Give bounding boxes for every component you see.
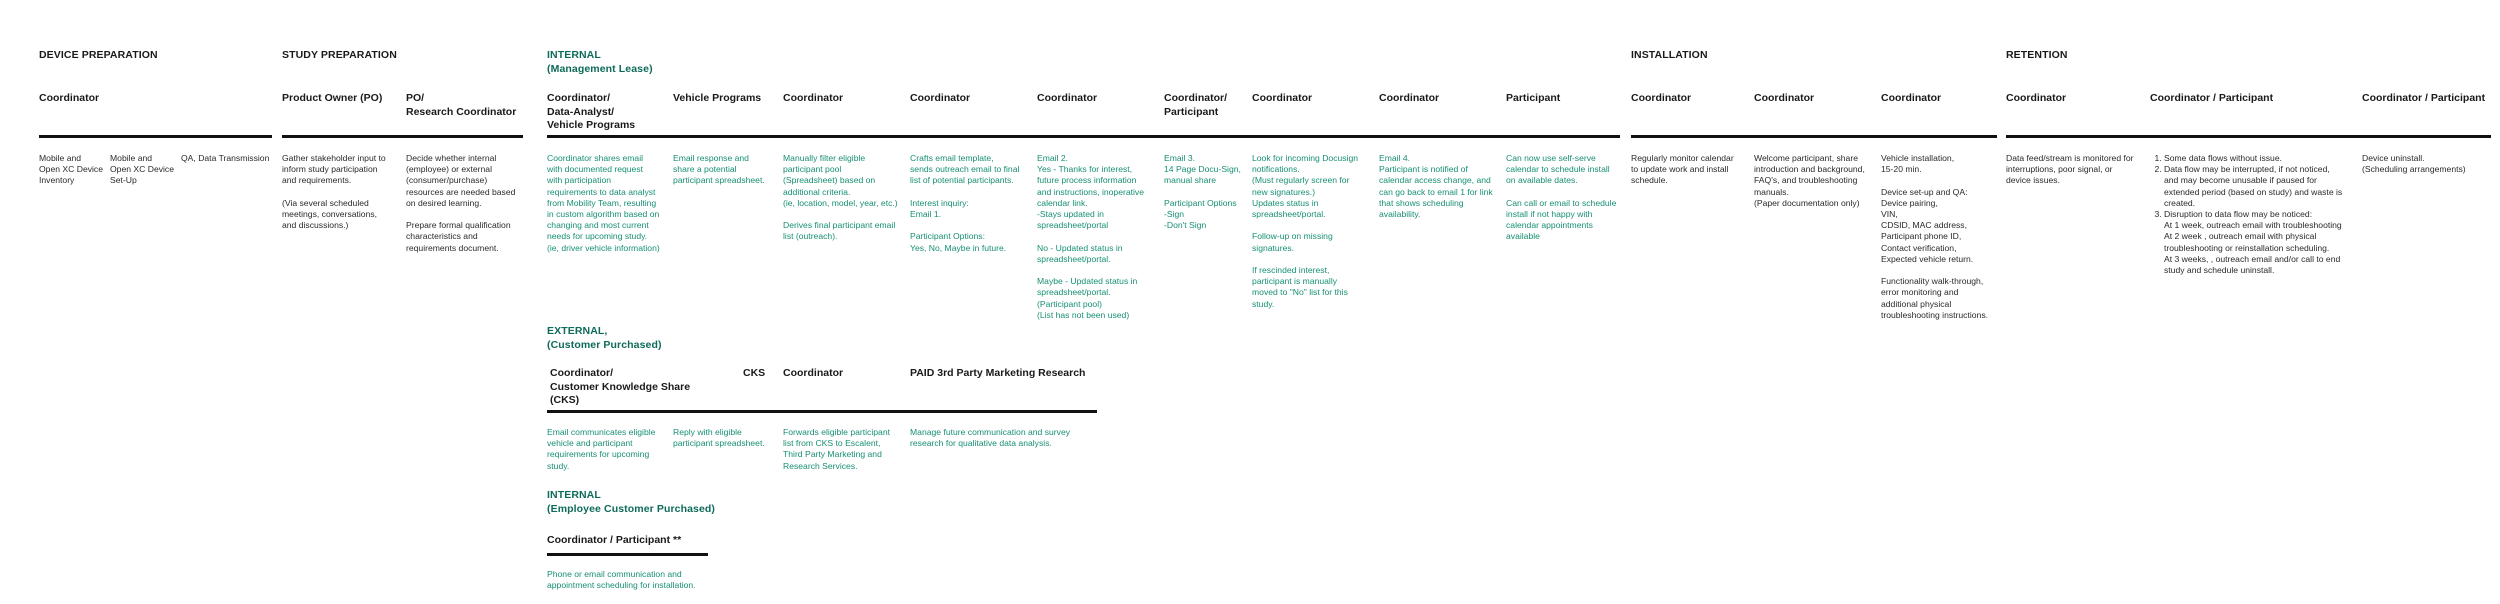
section-internal-management-lease: INTERNAL (Management Lease) xyxy=(547,49,653,75)
step-data-flow-outcomes xyxy=(2150,153,2374,276)
role-participant: Participant xyxy=(1506,92,1561,104)
role-coordinator: Coordinator xyxy=(1379,92,1440,104)
step-share-request-email: Coordinator shares email with documented request with participation requirements to data analyst from Mobility Team, resulting in custom algorithm based on changing and most current needs for upcoming study. (ie, driver vehicle information) xyxy=(547,153,660,253)
step-ext-forward-list: Forwards eligible participant list from CKS to Escalent, Third Party Marketing and Research Services. xyxy=(783,427,890,471)
role-coordinator-participant: Coordinator / Participant xyxy=(2362,92,2486,104)
step-ext-reply-spreadsheet: Reply with eligible participant spreadsheet. xyxy=(673,427,765,449)
rule-installation xyxy=(1631,135,1997,138)
role-coordinator: Coordinator xyxy=(783,367,844,379)
role-coordinator-data-analyst: Coordinator/ Data-Analyst/ Vehicle Programs xyxy=(547,92,636,131)
data-flow-outcome-3: 3. Disruption to data flow may be noticed: At 1 week, outreach email with troubleshooting At 2 week , outreach email with physical troubleshooting or reinstallation scheduling. At 3 weeks, , outreach email and/or call to end study and schedule uninstall. xyxy=(2164,209,2374,276)
step-monitor-docusign: Look for incoming Docusign notifications. (Must regularly screen for new signatures.) Updates status in spreadsheet/portal. Follow-up on missing signatures. If rescinded interest, participant is manually moved to "No" list for this study. xyxy=(1252,153,1359,309)
role-coordinator: Coordinator xyxy=(783,92,844,104)
rule-study-preparation xyxy=(282,135,523,138)
role-coordinator: Coordinator xyxy=(2006,92,2067,104)
step-email-3-docusign: Email 3. 14 Page Docu-Sign, manual share Participant Options -Sign -Don't Sign xyxy=(1164,153,1241,231)
step-email-4-calendar: Email 4. Participant is notified of calendar access change, and can go back to email 1 for link that shows scheduling availability. xyxy=(1379,153,1493,220)
role-coordinator-participant-employee: Coordinator / Participant ** xyxy=(547,534,682,546)
section-installation: INSTALLATION xyxy=(1631,49,1708,61)
rule-retention xyxy=(2006,135,2491,138)
section-device-preparation: DEVICE PREPARATION xyxy=(39,49,158,61)
step-device-setup: Mobile and Open XC Device Set-Up xyxy=(110,153,175,186)
role-product-owner: Product Owner (PO) xyxy=(282,92,383,104)
section-internal-employee-purchased: INTERNAL (Employee Customer Purchased) xyxy=(547,489,716,515)
role-vehicle-programs: Vehicle Programs xyxy=(673,92,762,104)
rule-internal-management-lease xyxy=(547,135,1620,138)
role-coordinator: Coordinator xyxy=(910,92,971,104)
step-decide-resources: Decide whether internal (employee) or external (consumer/purchase) resources are needed based on desired learning. Prepare formal qualification characteristics and requirements document. xyxy=(406,153,516,253)
section-external-customer-purchased: EXTERNAL, (Customer Purchased) xyxy=(547,325,662,351)
step-monitor-calendar: Regularly monitor calendar to update work and install schedule. xyxy=(1631,153,1734,186)
role-coordinator: Coordinator xyxy=(1252,92,1313,104)
rule-device-preparation xyxy=(39,135,272,138)
role-paid-marketing-research: PAID 3rd Party Marketing Research xyxy=(910,367,1086,379)
step-email-response-spreadsheet: Email response and share a potential participant spreadsheet. xyxy=(673,153,765,186)
step-filter-participant-pool: Manually filter eligible participant pool (Spreadsheet) based on additional criteria. (ie, location, model, year, etc.) Derives final participant email list (outreach). xyxy=(783,153,898,242)
step-outreach-email-1: Crafts email template, sends outreach email to final list of potential participants. Interest inquiry: Email 1. Participant Options: Yes, No, Maybe in future. xyxy=(910,153,1020,253)
step-email-2: Email 2. Yes - Thanks for interest, future process information and instructions, inoperative calendar link. -Stays updated in spreadsheet/portal No - Updated status in spreadsheet/portal. Maybe - Updated status in spreadsheet/portal. (Participant pool) (List has not been used) xyxy=(1037,153,1145,320)
data-flow-outcome-1: 1. Some data flows without issue. xyxy=(2164,153,2374,164)
role-coordinator: Coordinator xyxy=(1037,92,1098,104)
step-device-uninstall: Device uninstall. (Scheduling arrangements) xyxy=(2362,153,2466,175)
step-gather-stakeholder-input: Gather stakeholder input to inform study participation and requirements. (Via several scheduled meetings, conversations, and discussions.) xyxy=(282,153,386,231)
section-retention: RETENTION xyxy=(2006,49,2068,61)
rule-internal-employee xyxy=(547,553,708,556)
role-coordinator: Coordinator xyxy=(1631,92,1692,104)
role-coordinator-cks: Coordinator/ Customer Knowledge Share (CKS) xyxy=(550,367,691,406)
step-qa-data-transmission: QA, Data Transmission xyxy=(181,153,270,163)
step-monitor-data-feed: Data feed/stream is monitored for interruptions, poor signal, or device issues. xyxy=(2006,153,2134,186)
role-cks: CKS xyxy=(743,367,766,379)
role-coordinator: Coordinator xyxy=(1881,92,1942,104)
step-vehicle-installation: Vehicle installation, 15-20 min. Device set-up and QA: Device pairing, VIN, CDSID, MAC address, Participant phone ID, Contact verification, Expected vehicle return. Functionality walk-through, error monitoring and additional physical troubleshooting instructions. xyxy=(1881,153,1989,320)
role-coordinator-participant: Coordinator / Participant xyxy=(2150,92,2274,104)
step-ext-email-requirements: Email communicates eligible vehicle and participant requirements for upcoming study. xyxy=(547,427,656,471)
section-study-preparation: STUDY PREPARATION xyxy=(282,49,397,61)
step-device-inventory: Mobile and Open XC Device Inventory xyxy=(39,153,104,186)
step-welcome-participant: Welcome participant, share introduction and background, FAQ's, and troubleshooting manuals. (Paper documentation only) xyxy=(1754,153,1865,208)
step-self-serve-calendar: Can now use self-serve calendar to schedule install on available dates. Can call or email to schedule install if not happy with calendar appointments available xyxy=(1506,153,1617,242)
role-coordinator-participant: Coordinator/ Participant xyxy=(1164,92,1227,118)
step-ext-manage-communication: Manage future communication and survey research for qualitative data analysis. xyxy=(910,427,1071,449)
data-flow-outcome-2: 2. Data flow may be interrupted, if not noticed, and may become unusable if paused for extended period (based on study) and waste is created. xyxy=(2164,164,2374,209)
step-phone-email-scheduling: Phone or email communication and appointment scheduling for installation. xyxy=(547,569,696,591)
role-dp-coordinator: Coordinator xyxy=(39,92,100,104)
role-po-research-coordinator: PO/ Research Coordinator xyxy=(406,92,517,118)
role-coordinator: Coordinator xyxy=(1754,92,1815,104)
rule-external xyxy=(547,410,1097,413)
